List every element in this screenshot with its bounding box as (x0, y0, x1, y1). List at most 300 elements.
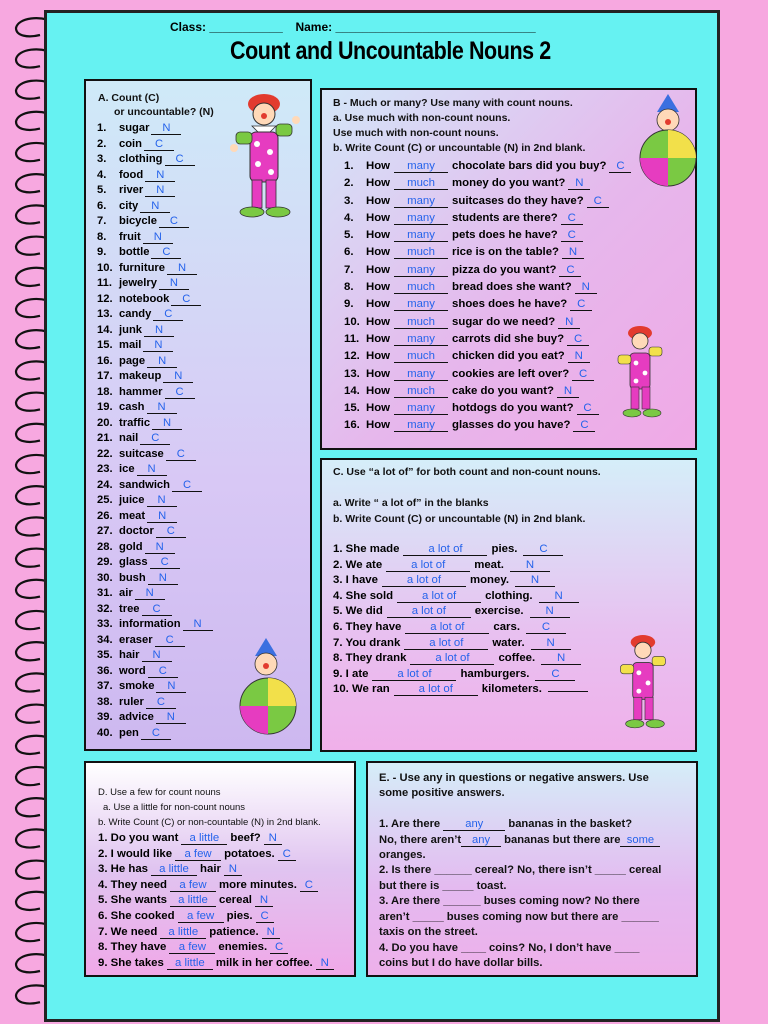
item-rest: chicken did you eat? (452, 350, 565, 363)
answer-blank-2[interactable]: N (510, 560, 550, 572)
section-e-q4b: coins but I do have dollar bills. (379, 957, 543, 969)
answer-blank[interactable]: a few (178, 911, 224, 923)
list-item (344, 350, 631, 367)
answer-blank[interactable]: C (141, 728, 171, 740)
item-noun: kilometers. (481, 683, 542, 696)
list-item (344, 212, 631, 229)
item-number: 11. (344, 332, 360, 345)
answer-blank[interactable]: a lot of (405, 622, 489, 634)
list-item (97, 215, 213, 231)
answer-blank[interactable]: many (394, 334, 448, 346)
answer-blank[interactable]: many (394, 196, 448, 208)
list-item (97, 603, 213, 619)
answer-blank[interactable]: a few (175, 849, 221, 861)
item-number: 16. (97, 354, 113, 367)
answer-blank[interactable]: N (167, 263, 197, 275)
how-word: How (366, 298, 391, 311)
answer-blank[interactable]: N (144, 325, 174, 337)
item-word: glass (119, 556, 148, 568)
item-rest: chocolate bars did you buy? (452, 160, 607, 172)
item-prefix: 7. We need (98, 925, 158, 938)
item-number: 3. (97, 153, 107, 165)
item-word: word (119, 664, 146, 677)
item-word: river (119, 184, 144, 196)
item-word: information (119, 618, 181, 630)
item-word: furniture (119, 261, 165, 274)
answer-blank[interactable]: C (151, 247, 181, 259)
answer-blank-2[interactable]: N (557, 386, 579, 398)
item-noun: milk in her coffee. (215, 956, 313, 969)
list-item (97, 572, 213, 588)
section-d-line1: D. Use a few for count nouns (98, 787, 221, 798)
list-item (98, 894, 334, 910)
item-number: 1. (344, 160, 354, 172)
item-prefix: 9. I ate (333, 667, 369, 680)
item-number: 19. (97, 401, 113, 413)
answer-blank[interactable]: C (166, 449, 196, 461)
answer-blank[interactable]: much (394, 386, 448, 398)
answer-blank-2[interactable]: N (539, 591, 579, 603)
list-item (333, 605, 588, 621)
answer-blank[interactable]: a lot of (372, 669, 456, 681)
list-item (97, 587, 213, 603)
item-word: gold (119, 540, 143, 553)
list-item (97, 463, 213, 479)
section-e-line1: E. - Use any in questions or negative answers. Use (379, 772, 649, 784)
item-word: nail (119, 432, 139, 444)
item-prefix: 9. She takes (98, 956, 164, 969)
list-item (97, 370, 213, 386)
answer-blank[interactable]: N (148, 573, 178, 585)
page-title: Count and Uncountable Nouns 2 (230, 37, 551, 65)
answer-blank[interactable]: C (172, 480, 202, 492)
item-prefix: 7. You drank (333, 636, 401, 649)
how-word: How (366, 367, 391, 380)
q1a-answer[interactable]: any (443, 819, 505, 831)
item-word: bush (119, 571, 146, 584)
answer-blank[interactable]: a few (170, 880, 216, 892)
how-word: How (366, 350, 391, 363)
answer-blank-2[interactable]: N (558, 317, 580, 329)
answer-blank[interactable]: much (394, 317, 448, 329)
item-word: notebook (119, 292, 170, 305)
list-item (98, 957, 334, 973)
item-number: 25. (97, 494, 113, 506)
q1b-mid: bananas but there are (504, 834, 621, 846)
item-number: 2. (97, 137, 107, 150)
item-noun: money. (469, 574, 510, 587)
section-e-q2a: 2. Is there ______ cereal? No, there isn’t _____ cereal (379, 864, 662, 876)
list-item (98, 926, 334, 942)
q1b-answer[interactable]: any (461, 835, 501, 847)
answer-blank[interactable]: much (394, 247, 448, 259)
answer-blank[interactable]: N (145, 185, 175, 197)
list-item (97, 262, 213, 278)
answer-blank[interactable]: C (156, 526, 186, 538)
answer-blank[interactable]: many (394, 213, 448, 225)
answer-blank[interactable]: many (394, 161, 448, 173)
answer-blank[interactable]: N (147, 495, 177, 507)
list-item (344, 264, 631, 281)
answer-blank-2[interactable]: N (531, 638, 571, 650)
answer-blank[interactable]: N (159, 278, 189, 290)
answer-blank-2[interactable]: N (530, 606, 570, 618)
answer-blank[interactable]: a few (169, 942, 215, 954)
answer-blank[interactable]: a little (170, 895, 216, 907)
list-item (97, 634, 213, 650)
list-item (97, 184, 213, 200)
item-word: junk (119, 323, 142, 336)
list-item (98, 848, 334, 864)
answer-blank[interactable]: N (156, 712, 186, 724)
header-fields (170, 20, 536, 34)
item-rest: pets does he have? (452, 229, 558, 242)
answer-blank[interactable]: C (165, 154, 195, 166)
item-number: 27. (97, 525, 113, 537)
answer-blank[interactable]: N (147, 402, 177, 414)
answer-blank-2[interactable]: N (262, 927, 280, 939)
answer-blank[interactable]: C (159, 216, 189, 228)
list-item (98, 910, 334, 926)
item-number: 5. (97, 184, 107, 196)
item-word: makeup (119, 370, 162, 382)
list-item (97, 339, 213, 355)
item-number: 8. (97, 230, 107, 243)
answer-blank[interactable]: a lot of (394, 684, 478, 696)
item-word: coin (119, 137, 142, 150)
section-a-list (97, 122, 213, 742)
item-prefix: 1. Do you want (98, 832, 179, 844)
item-number: 33. (97, 618, 113, 630)
list-item (333, 683, 588, 699)
answer-blank[interactable]: N (145, 542, 175, 554)
item-noun: pies. (226, 909, 253, 922)
item-noun: coffee. (498, 652, 536, 665)
answer-blank[interactable]: N (147, 356, 177, 368)
answer-blank-2[interactable]: C (587, 196, 609, 208)
list-item (344, 195, 631, 212)
item-prefix: 10. We ran (333, 683, 390, 696)
answer-blank[interactable]: much (394, 351, 448, 363)
list-item (97, 277, 213, 293)
list-item (97, 324, 213, 340)
answer-blank-2[interactable]: N (224, 864, 242, 876)
answer-blank-2[interactable]: C (570, 299, 592, 311)
answer-blank[interactable]: many (394, 369, 448, 381)
item-word: food (119, 168, 144, 181)
item-word: cash (119, 401, 145, 413)
item-number: 36. (97, 664, 113, 677)
item-number: 2. (344, 177, 354, 190)
answer-blank-2[interactable]: N (541, 653, 581, 665)
item-word: advice (119, 711, 154, 723)
item-number: 10. (344, 315, 360, 328)
answer-blank-2[interactable]: N (515, 575, 555, 587)
answer-blank-2[interactable]: N (568, 351, 590, 363)
item-word: city (119, 199, 139, 212)
answer-blank-2[interactable]: N (255, 895, 273, 907)
answer-blank-2[interactable]: C (561, 230, 583, 242)
section-c-line2: a. Write “ a lot of” in the blanks (333, 497, 489, 509)
answer-blank[interactable]: many (394, 403, 448, 415)
item-rest: cake do you want? (452, 384, 554, 397)
item-word: suitcase (119, 447, 164, 460)
answer-blank-2[interactable]: C (526, 622, 566, 634)
answer-blank-2[interactable]: C (300, 880, 318, 892)
item-word: jewelry (119, 277, 157, 289)
item-rest: carrots did she buy? (452, 332, 565, 345)
list-item (97, 541, 213, 557)
list-item (97, 556, 213, 572)
how-word: How (366, 263, 391, 276)
answer-blank[interactable]: much (394, 178, 448, 190)
answer-blank-2[interactable]: C (561, 213, 583, 225)
list-item (97, 525, 213, 541)
how-word: How (366, 315, 391, 328)
answer-blank[interactable]: N (143, 232, 173, 244)
section-e-q2b: but there is _____ toast. (379, 880, 507, 892)
section-a-heading: A. Count (C) (98, 92, 160, 104)
how-word: How (366, 160, 391, 172)
list-item (97, 510, 213, 526)
item-word: sugar (119, 122, 150, 134)
answer-blank[interactable]: C (144, 139, 174, 151)
answer-blank[interactable]: many (394, 299, 448, 311)
answer-blank-2[interactable]: C (609, 161, 631, 173)
answer-blank-2[interactable]: N (562, 247, 584, 259)
item-word: fruit (119, 230, 141, 243)
answer-blank[interactable]: N (163, 371, 193, 383)
answer-blank[interactable]: a lot of (387, 606, 471, 618)
answer-blank-2[interactable]: C (567, 334, 589, 346)
answer-blank-2[interactable] (548, 691, 588, 692)
answer-blank[interactable]: many (394, 420, 448, 432)
item-number: 40. (97, 726, 113, 739)
item-number: 20. (97, 416, 113, 429)
section-e-q3c: taxis on the street. (379, 926, 478, 938)
answer-blank[interactable]: a little (167, 958, 213, 970)
item-number: 17. (97, 370, 113, 382)
section-e-q4a: 4. Do you have ____ coins? No, I don’t have ____ (379, 942, 640, 954)
section-d-list (98, 832, 334, 972)
answer-blank[interactable]: a lot of (410, 653, 494, 665)
item-noun: water. (492, 636, 525, 649)
list-item (344, 368, 631, 385)
answer-blank-2[interactable]: C (523, 544, 563, 556)
answer-blank-2[interactable]: N (264, 833, 282, 845)
answer-blank[interactable]: C (165, 387, 195, 399)
list-item (97, 246, 213, 262)
item-number: 37. (97, 680, 113, 692)
item-rest: bread does she want? (452, 281, 572, 294)
item-rest: glasses do you have? (452, 419, 571, 432)
item-word: ruler (119, 695, 144, 708)
section-d-line2: a. Use a little for non-count nouns (103, 802, 246, 813)
list-item (333, 590, 588, 606)
item-rest: sugar do we need? (452, 315, 556, 328)
item-number: 31. (97, 587, 113, 599)
answer-blank[interactable]: a little (151, 864, 197, 876)
item-noun: pies. (491, 543, 518, 555)
item-prefix: 8. They drank (333, 652, 407, 665)
item-number: 23. (97, 463, 113, 475)
item-number: 8. (344, 281, 354, 294)
list-item (344, 177, 631, 194)
list-item (97, 479, 213, 495)
answer-blank[interactable]: N (183, 619, 213, 631)
answer-blank-2[interactable]: C (270, 942, 288, 954)
item-number: 22. (97, 447, 113, 460)
q1b-answer2[interactable]: some (620, 835, 660, 847)
answer-blank[interactable]: N (137, 464, 167, 476)
list-item (97, 432, 213, 448)
item-word: eraser (119, 633, 153, 646)
item-rest: suitcases do they have? (452, 194, 584, 207)
answer-blank[interactable]: C (140, 433, 170, 445)
item-word: hammer (119, 385, 163, 398)
answer-blank[interactable]: C (153, 309, 183, 321)
item-number: 9. (97, 246, 107, 258)
ball-clown-illustration-top (635, 92, 701, 188)
answer-blank-2[interactable]: N (575, 282, 597, 294)
answer-blank[interactable]: a lot of (397, 591, 481, 603)
answer-blank[interactable]: N (151, 123, 181, 135)
answer-blank[interactable]: N (143, 340, 173, 352)
item-word: bicycle (119, 215, 157, 227)
list-item (97, 153, 213, 169)
answer-blank-2[interactable]: C (559, 265, 581, 277)
list-item (97, 448, 213, 464)
answer-blank[interactable]: N (142, 650, 172, 662)
item-word: hair (119, 649, 140, 661)
answer-blank[interactable]: N (156, 681, 186, 693)
item-number: 4. (97, 168, 107, 181)
item-noun: meat. (474, 558, 504, 571)
answer-blank[interactable]: a lot of (404, 638, 488, 650)
how-word: How (366, 281, 391, 294)
section-e-q1a (379, 818, 632, 831)
section-d-line3: b. Write Count (C) or non-countable (N) in 2nd blank. (98, 817, 321, 828)
item-prefix: 4. They need (98, 878, 168, 891)
how-word: How (366, 246, 391, 259)
section-e-q1b (379, 834, 660, 847)
section-b-list (344, 160, 631, 437)
answer-blank[interactable]: C (155, 635, 185, 647)
item-noun: hamburgers. (460, 667, 530, 680)
name-field: Name: ______________________________ (295, 20, 536, 34)
how-word: How (366, 229, 391, 242)
section-e-q3a: 3. Are there ______ buses coming now? No there (379, 895, 640, 907)
list-item (97, 231, 213, 247)
answer-blank[interactable]: many (394, 265, 448, 277)
item-number: 30. (97, 571, 113, 584)
answer-blank[interactable]: C (171, 294, 201, 306)
item-prefix: 6. She cooked (98, 909, 175, 922)
answer-blank[interactable]: N (152, 418, 182, 430)
answer-blank-2[interactable]: C (535, 669, 575, 681)
how-word: How (366, 384, 391, 397)
item-prefix: 3. He has (98, 863, 149, 876)
item-word: doctor (119, 525, 154, 537)
item-word: air (119, 587, 133, 599)
item-word: pen (119, 726, 139, 739)
list-item (333, 668, 588, 684)
answer-blank[interactable]: a lot of (403, 544, 487, 556)
item-number: 3. (344, 194, 354, 207)
answer-blank[interactable]: C (148, 666, 178, 678)
how-word: How (366, 177, 391, 190)
standing-clown-illustration (226, 92, 312, 224)
list-item (333, 637, 588, 653)
answer-blank-2[interactable]: C (256, 911, 274, 923)
answer-blank[interactable]: a little (181, 833, 227, 845)
answer-blank-2[interactable]: C (278, 849, 296, 861)
list-item (344, 385, 631, 402)
answer-blank[interactable]: N (147, 511, 177, 523)
answer-blank-2[interactable]: N (568, 178, 590, 190)
answer-blank[interactable]: much (394, 282, 448, 294)
ball-clown-illustration-bottom (236, 636, 302, 736)
list-item (97, 494, 213, 510)
list-item (97, 649, 213, 665)
item-prefix: 2. We ate (333, 558, 383, 571)
answer-blank[interactable]: C (142, 604, 172, 616)
answer-blank[interactable]: many (394, 230, 448, 242)
how-word: How (366, 194, 391, 207)
answer-blank[interactable]: N (140, 201, 170, 213)
answer-blank-2[interactable]: C (572, 369, 594, 381)
item-word: clothing (119, 153, 163, 165)
item-word: page (119, 354, 146, 367)
item-prefix: 4. She sold (333, 589, 394, 602)
list-item (344, 160, 631, 177)
item-noun: hair (200, 863, 221, 876)
answer-blank[interactable]: N (145, 170, 175, 182)
answer-blank[interactable]: a little (160, 927, 206, 939)
item-number: 28. (97, 540, 113, 553)
answer-blank-2[interactable]: C (573, 420, 595, 432)
list-item (97, 355, 213, 371)
item-number: 14. (97, 323, 113, 336)
item-prefix: 5. We did (333, 605, 383, 618)
answer-blank[interactable]: C (150, 557, 180, 569)
item-noun: potatoes. (224, 847, 275, 860)
list-item (344, 419, 631, 436)
item-word: ice (119, 463, 135, 475)
item-prefix: 8. They have (98, 941, 167, 954)
answer-blank[interactable]: C (146, 697, 176, 709)
item-noun: enemies. (218, 941, 268, 954)
item-number: 14. (344, 384, 360, 397)
item-number: 21. (97, 432, 113, 444)
list-item (97, 386, 213, 402)
list-item (97, 122, 213, 138)
item-number: 35. (97, 649, 113, 661)
answer-blank[interactable]: a lot of (382, 575, 466, 587)
list-item (97, 169, 213, 185)
item-prefix: 5. She wants (98, 894, 168, 907)
list-item (98, 941, 334, 957)
answer-blank-2[interactable]: C (577, 403, 599, 415)
answer-blank-2[interactable]: N (316, 958, 334, 970)
list-item (97, 417, 213, 433)
section-e-line2: some positive answers. (379, 787, 505, 799)
section-a-subheading: or uncountable? (N) (114, 106, 214, 118)
item-rest: hotdogs do you want? (452, 402, 574, 415)
answer-blank[interactable]: a lot of (386, 560, 470, 572)
answer-blank[interactable]: N (135, 588, 165, 600)
item-prefix: 6. They have (333, 620, 402, 633)
